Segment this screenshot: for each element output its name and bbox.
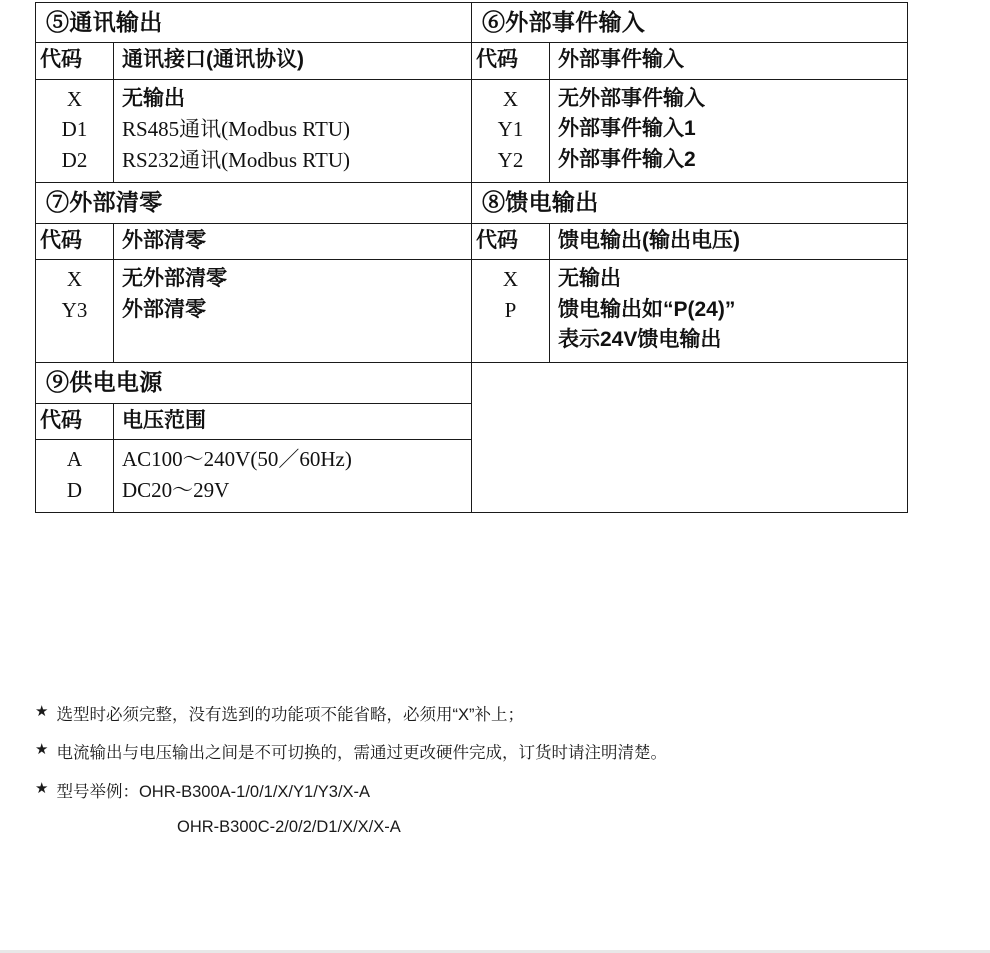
desc-value: RS485通讯(Modbus RTU) <box>122 117 351 142</box>
note-text: 型号举例：OHR-B300A-1/0/1/X/Y1/Y3/X-A <box>56 782 371 801</box>
desc-value: 表示24V馈电输出 <box>558 328 722 352</box>
code-value: Y2 <box>497 148 524 173</box>
column-header-code: 代码 <box>36 403 114 439</box>
code-value: Y3 <box>61 297 88 322</box>
code-value: D2 <box>61 148 88 173</box>
desc-list-power-supply <box>114 439 472 512</box>
table-row <box>36 223 908 259</box>
section-title-external-reset: ⑦外部清零 <box>36 183 472 223</box>
code-list-comm-output <box>36 79 114 183</box>
code-value: D <box>66 477 83 502</box>
table-row <box>36 259 908 363</box>
code-value: A <box>66 446 83 471</box>
desc-list-external-event-input <box>550 79 908 183</box>
column-header-desc: 外部事件输入 <box>550 43 908 79</box>
table-row <box>36 363 908 403</box>
notes-block <box>35 700 955 843</box>
column-header-code: 代码 <box>472 223 550 259</box>
table-row <box>36 43 908 79</box>
column-header-code: 代码 <box>36 223 114 259</box>
code-value: Y1 <box>497 117 524 142</box>
code-list-external-event-input <box>472 79 550 183</box>
note-text: 电流输出与电压输出之间是不可切换的，需通过更改硬件完成，订货时请注明清楚。 <box>56 744 667 763</box>
desc-value <box>122 325 467 356</box>
model-selection-table <box>35 2 908 513</box>
code-value <box>40 325 109 356</box>
column-header-desc: 通讯接口(通讯协议) <box>114 43 472 79</box>
code-value: X <box>502 266 519 291</box>
code-list-external-reset <box>36 259 114 363</box>
column-header-code: 代码 <box>36 43 114 79</box>
note-item <box>35 738 955 769</box>
desc-list-comm-output <box>114 79 472 183</box>
note-item <box>35 700 955 731</box>
code-value: D1 <box>61 117 88 142</box>
desc-value: 外部事件输入1 <box>558 117 696 141</box>
desc-value: 无输出 <box>122 86 185 110</box>
code-value <box>476 325 545 356</box>
table-row <box>36 3 908 43</box>
note-text: 选型时必须完整，没有选到的功能项不能省略，必须用“X”补上； <box>56 706 524 724</box>
table-row <box>36 79 908 183</box>
desc-value: 无外部清零 <box>122 266 227 290</box>
column-header-code: 代码 <box>472 43 550 79</box>
code-value: X <box>502 86 519 111</box>
desc-value: 馈电输出如“P(24)” <box>558 297 736 321</box>
empty-cell <box>472 363 908 512</box>
star-icon: ★ <box>35 703 49 720</box>
section-title-feed-output: ⑧馈电输出 <box>472 183 908 223</box>
model-example-second: OHR-B300C-2/0/2/D1/X/X/X-A <box>177 818 401 837</box>
desc-value: 无输出 <box>558 266 621 290</box>
code-value: P <box>504 297 517 322</box>
desc-value: DC20～29V <box>122 477 230 502</box>
desc-list-external-reset <box>114 259 472 363</box>
code-list-feed-output <box>472 259 550 363</box>
desc-value: 无外部事件输入 <box>558 86 705 110</box>
desc-value: 外部清零 <box>122 297 206 321</box>
code-value: X <box>66 266 83 291</box>
desc-list-feed-output <box>550 259 908 363</box>
desc-value: 外部事件输入2 <box>558 148 696 172</box>
star-icon: ★ <box>35 779 49 797</box>
table-row <box>36 183 908 223</box>
desc-value: AC100～240V(50／60Hz) <box>122 446 352 471</box>
desc-value: RS232通讯(Modbus RTU) <box>122 148 351 173</box>
section-title-external-event-input: ⑥外部事件输入 <box>472 3 908 43</box>
section-title-comm-output: ⑤通讯输出 <box>36 3 472 43</box>
section-title-power-supply: ⑨供电电源 <box>36 363 472 403</box>
note-item <box>35 777 955 808</box>
code-value: X <box>66 86 83 111</box>
code-list-power-supply <box>36 439 114 512</box>
column-header-desc: 馈电输出(输出电压) <box>550 223 908 259</box>
star-icon: ★ <box>35 741 49 759</box>
column-header-desc: 外部清零 <box>114 223 472 259</box>
column-header-desc: 电压范围 <box>114 403 472 439</box>
